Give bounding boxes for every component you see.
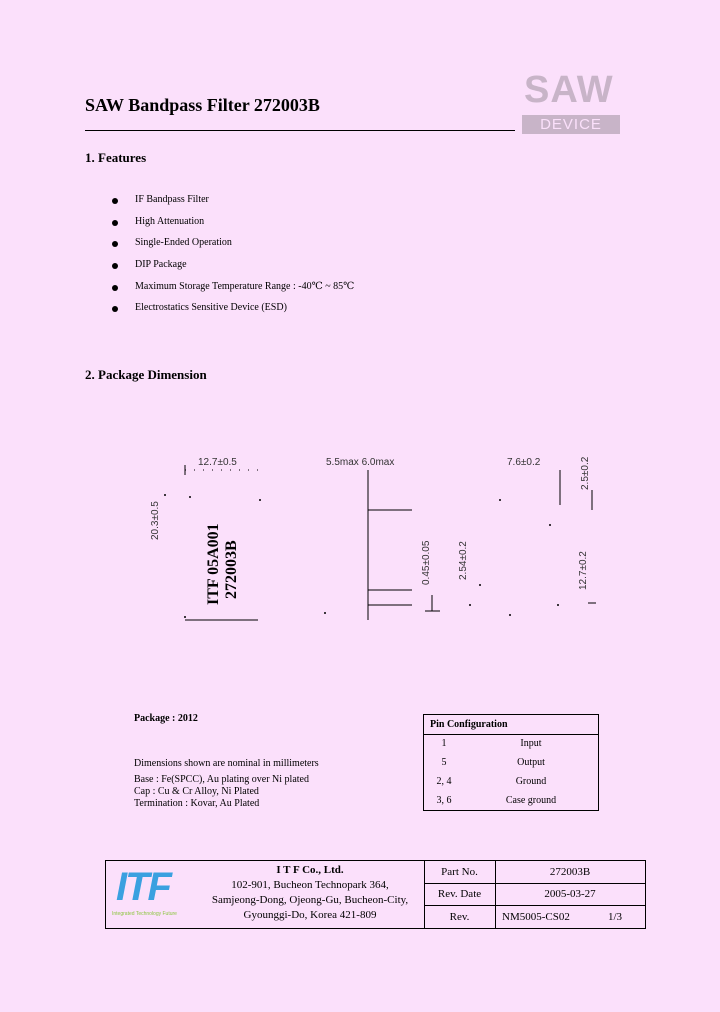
- part-label: Part No.: [441, 866, 478, 878]
- bullet-icon: [112, 306, 118, 312]
- pin-config-table: [423, 714, 599, 811]
- dim-top-offset-label: 2.5±0.2: [580, 456, 591, 490]
- dim-pin-span-label: 12.7±0.2: [578, 551, 589, 590]
- table-row: 1 Input: [441, 738, 542, 750]
- address-line: Gyounggi-Do, Korea 421-809: [243, 909, 377, 921]
- rev-label: Rev.: [449, 911, 470, 923]
- dim-lead-label: 0.45±0.05: [421, 540, 432, 585]
- bullet-icon: [112, 198, 118, 204]
- dim-pitch-label: 2.54±0.2: [458, 541, 469, 580]
- table-row: 5 Output: [441, 757, 545, 768]
- date-label: Rev. Date: [437, 888, 482, 900]
- address-line: 102-901, Bucheon Technopark 364,: [231, 879, 389, 891]
- package-name: Package : 2012: [134, 713, 198, 724]
- title-divider: [85, 130, 515, 131]
- note-line: Termination : Kovar, Au Plated: [134, 798, 260, 809]
- note-line: Base : Fe(SPCC), Au plating over Ni plated: [134, 774, 309, 785]
- package-heading: 2. Package Dimension: [85, 367, 207, 382]
- dim-thickness-label: 5.5max 6.0max: [326, 457, 395, 468]
- company-info: [206, 861, 414, 923]
- divider: [424, 905, 645, 906]
- pin-config-heading: Pin Configuration: [424, 715, 598, 734]
- bullet-icon: [112, 285, 118, 291]
- dim-height-label: 20.3±0.5: [150, 501, 161, 540]
- page-number: 1/3: [608, 911, 623, 923]
- table-row: 3, 6 Case ground: [436, 795, 557, 806]
- package-marking: [205, 523, 241, 605]
- table-row: 2, 4 Ground: [436, 776, 547, 787]
- bullet-icon: [112, 241, 118, 247]
- logo-device-text: DEVICE: [522, 115, 620, 134]
- address-line: Samjeong-Dong, Ojeong-Gu, Bucheon-City,: [211, 894, 409, 906]
- rev-value: NM5005-CS02: [502, 911, 570, 923]
- logo-saw-text: SAW: [524, 69, 614, 111]
- note-line: Dimensions shown are nominal in millimeters: [134, 758, 319, 769]
- bullet-icon: [112, 263, 118, 269]
- dim-width-label: 12.7±0.5: [198, 457, 237, 468]
- footer-box: [105, 860, 646, 929]
- part-value: 272003B: [549, 866, 591, 878]
- marking-line-2: 272003B: [223, 540, 240, 599]
- itf-logo-text: ITF: [116, 865, 170, 909]
- date-value: 2005-03-27: [544, 888, 596, 900]
- features-heading: 1. Features: [85, 150, 147, 165]
- itf-logo-tagline: Integrated Technology Future: [112, 911, 177, 917]
- saw-device-logo: [522, 69, 622, 135]
- note-line: Cap : Cu & Cr Alloy, Ni Plated: [134, 786, 259, 797]
- itf-logo: [112, 865, 197, 923]
- document-title: SAW Bandpass Filter 272003B: [85, 95, 320, 115]
- bullet-icon: [112, 220, 118, 226]
- dim-row-span-label: 7.6±0.2: [507, 457, 541, 468]
- divider: [424, 883, 645, 884]
- company-name: I T F Co., Ltd.: [276, 864, 344, 876]
- marking-line-1: ITF 05A001: [205, 523, 222, 605]
